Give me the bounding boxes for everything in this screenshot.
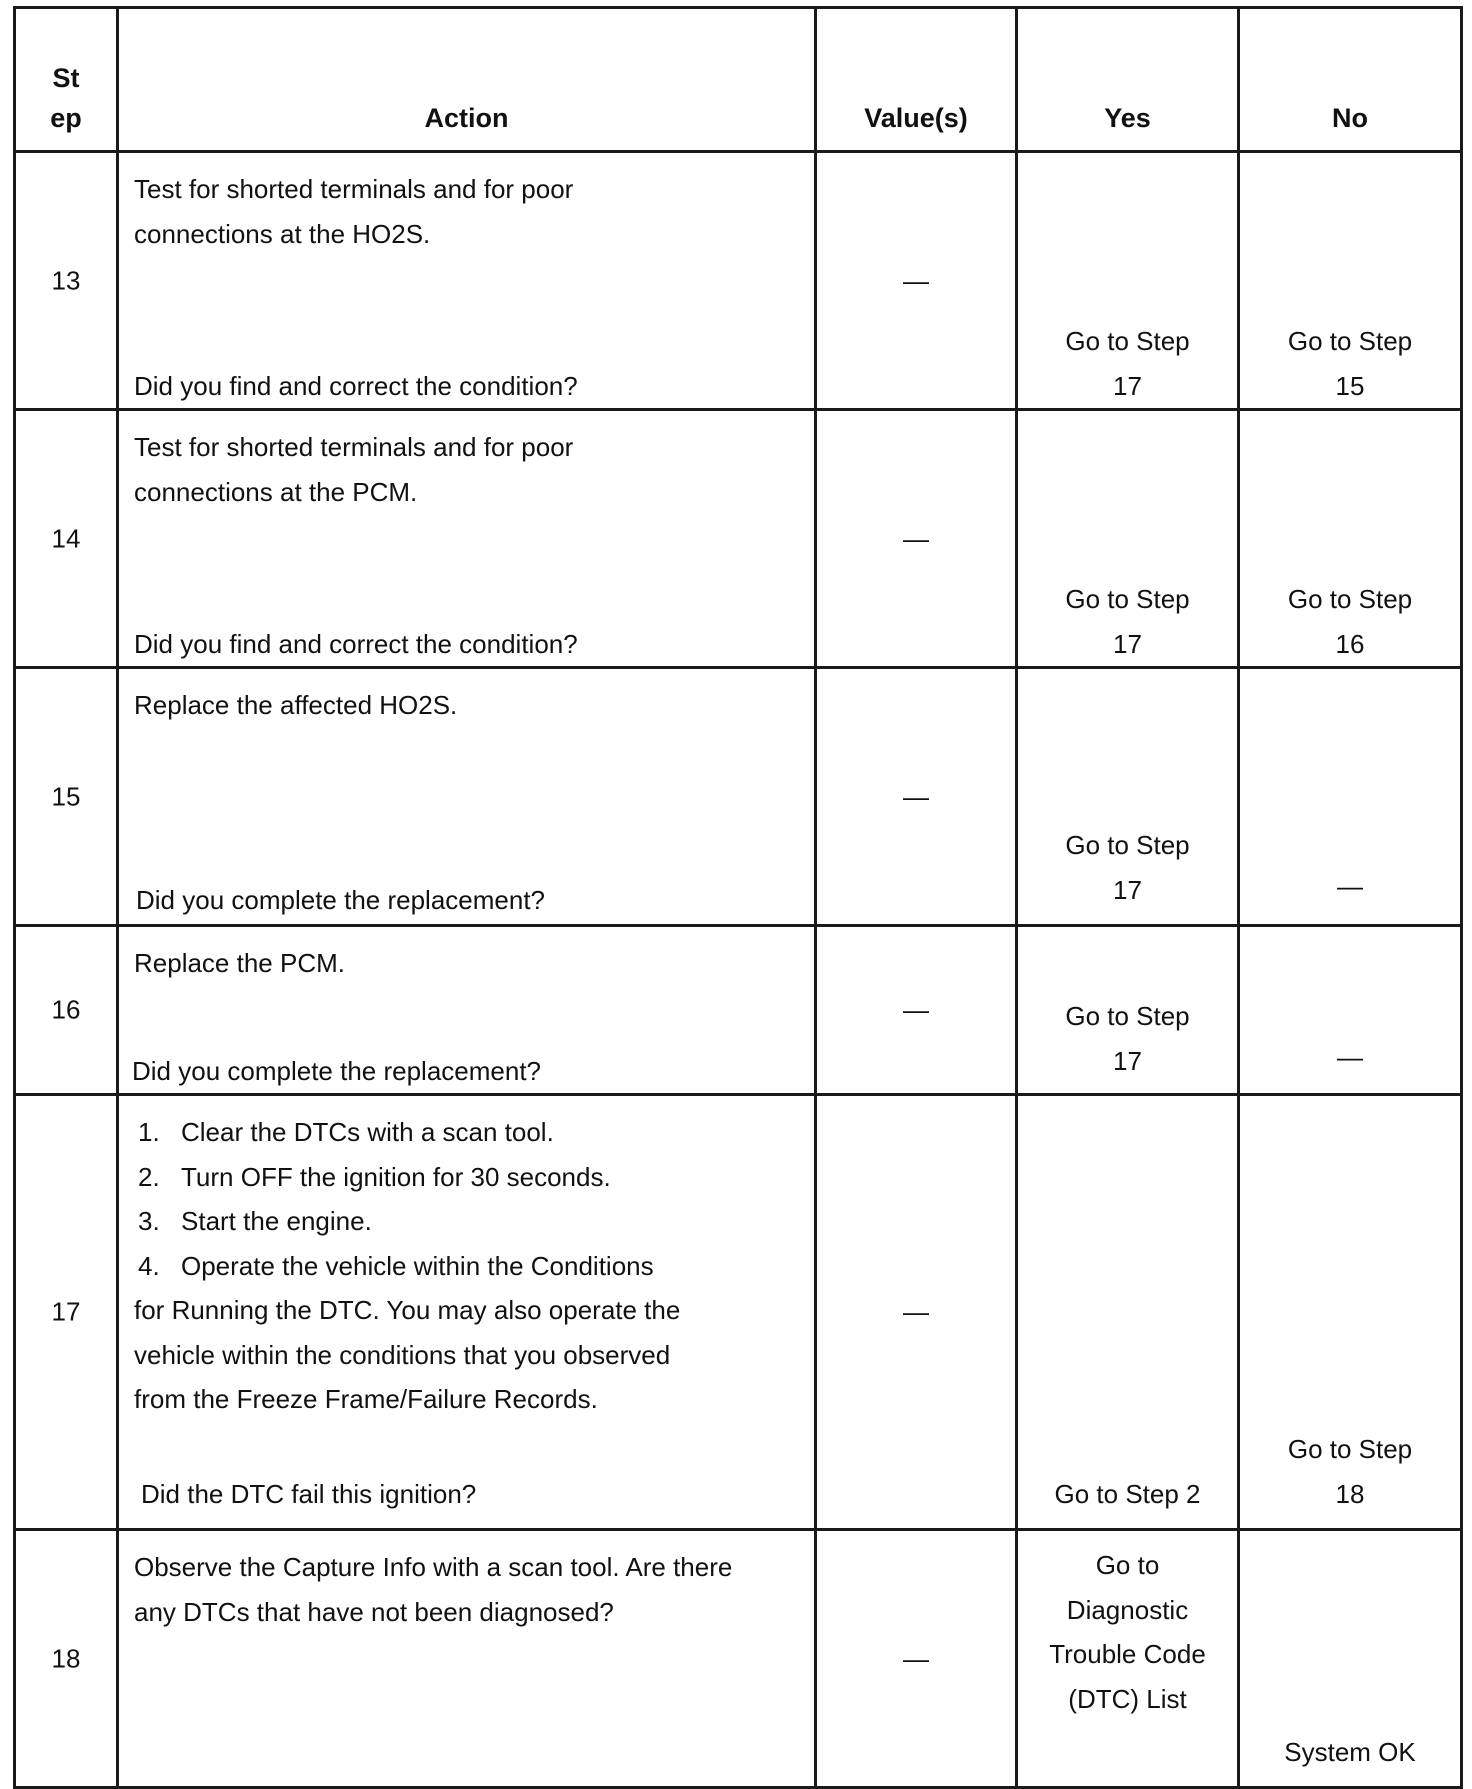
header-step: St ep xyxy=(15,8,118,152)
action-cell: Observe the Capture Info with a scan tool. Are there any DTCs that have not been diagnosed? xyxy=(118,1530,816,1788)
yes-cell: Go to Diagnostic Trouble Code (DTC) List xyxy=(1017,1530,1239,1788)
yes-cell: Go to Step 17 xyxy=(1017,926,1239,1095)
header-no: No xyxy=(1239,8,1462,152)
table-header-row xyxy=(15,8,1462,152)
table-row xyxy=(15,410,1462,668)
step-cell: 17 xyxy=(15,1095,118,1530)
values-cell: — xyxy=(816,668,1017,926)
list-item: 1. Clear the DTCs with a scan tool. xyxy=(138,1117,554,1147)
step-cell: 18 xyxy=(15,1530,118,1788)
list-item: 2. Turn OFF the ignition for 30 seconds. xyxy=(138,1161,611,1192)
header-yes: Yes xyxy=(1017,8,1239,152)
table-row xyxy=(15,152,1462,410)
no-cell: — xyxy=(1239,926,1462,1095)
yes-cell: Go to Step 2 xyxy=(1017,1095,1239,1530)
values-cell: — xyxy=(816,152,1017,410)
values-cell: — xyxy=(816,1095,1017,1530)
procedure-list xyxy=(134,1110,804,1288)
step-cell: 16 xyxy=(15,926,118,1095)
action-cell: Replace the PCM. Did you complete the replacement? xyxy=(118,926,816,1095)
step-cell: 14 xyxy=(15,410,118,668)
table-row xyxy=(15,1530,1462,1788)
no-cell: Go to Step 15 xyxy=(1239,152,1462,410)
action-cell: Replace the affected HO2S. Did you complete the replacement? xyxy=(118,668,816,926)
table-row xyxy=(15,668,1462,926)
step-cell: 15 xyxy=(15,668,118,926)
yes-cell: Go to Step 17 xyxy=(1017,410,1239,668)
action-cell: Test for shorted terminals and for poor connections at the HO2S. Did you find and correct the condition? xyxy=(118,152,816,410)
no-cell: Go to Step 16 xyxy=(1239,410,1462,668)
header-values: Value(s) xyxy=(816,8,1017,152)
no-cell: — xyxy=(1239,668,1462,926)
values-cell: — xyxy=(816,926,1017,1095)
values-cell: — xyxy=(816,1530,1017,1788)
step-cell: 13 xyxy=(15,152,118,410)
no-cell: System OK xyxy=(1239,1530,1462,1788)
procedure-continuation: for Running the DTC. You may also operate the vehicle within the conditions that you observed from the Freeze Frame/Failure Records. xyxy=(134,1295,681,1414)
yes-cell: Go to Step 17 xyxy=(1017,668,1239,926)
list-item: 4. Operate the vehicle within the Conditions xyxy=(138,1250,654,1281)
values-cell: — xyxy=(816,410,1017,668)
table-row xyxy=(15,926,1462,1095)
action-cell: Test for shorted terminals and for poor connections at the PCM. Did you find and correct the condition? xyxy=(118,410,816,668)
no-cell: Go to Step 18 xyxy=(1239,1095,1462,1530)
action-cell: 1. Clear the DTCs with a scan tool. 2. Turn OFF the ignition for 30 seconds. 3. Start the engine. 4. Operate the vehicle within the Conditions for Running the DTC. You may also operate the vehicle within the conditions that you observed from the Freeze Frame/Failure Records. Did the DTC fail this ignition? xyxy=(118,1095,816,1530)
header-action: Action xyxy=(118,8,816,152)
diagnostic-steps-table xyxy=(13,6,1463,1789)
table-row xyxy=(15,1095,1462,1530)
list-item: 3. Start the engine. xyxy=(138,1206,372,1236)
yes-cell: Go to Step 17 xyxy=(1017,152,1239,410)
